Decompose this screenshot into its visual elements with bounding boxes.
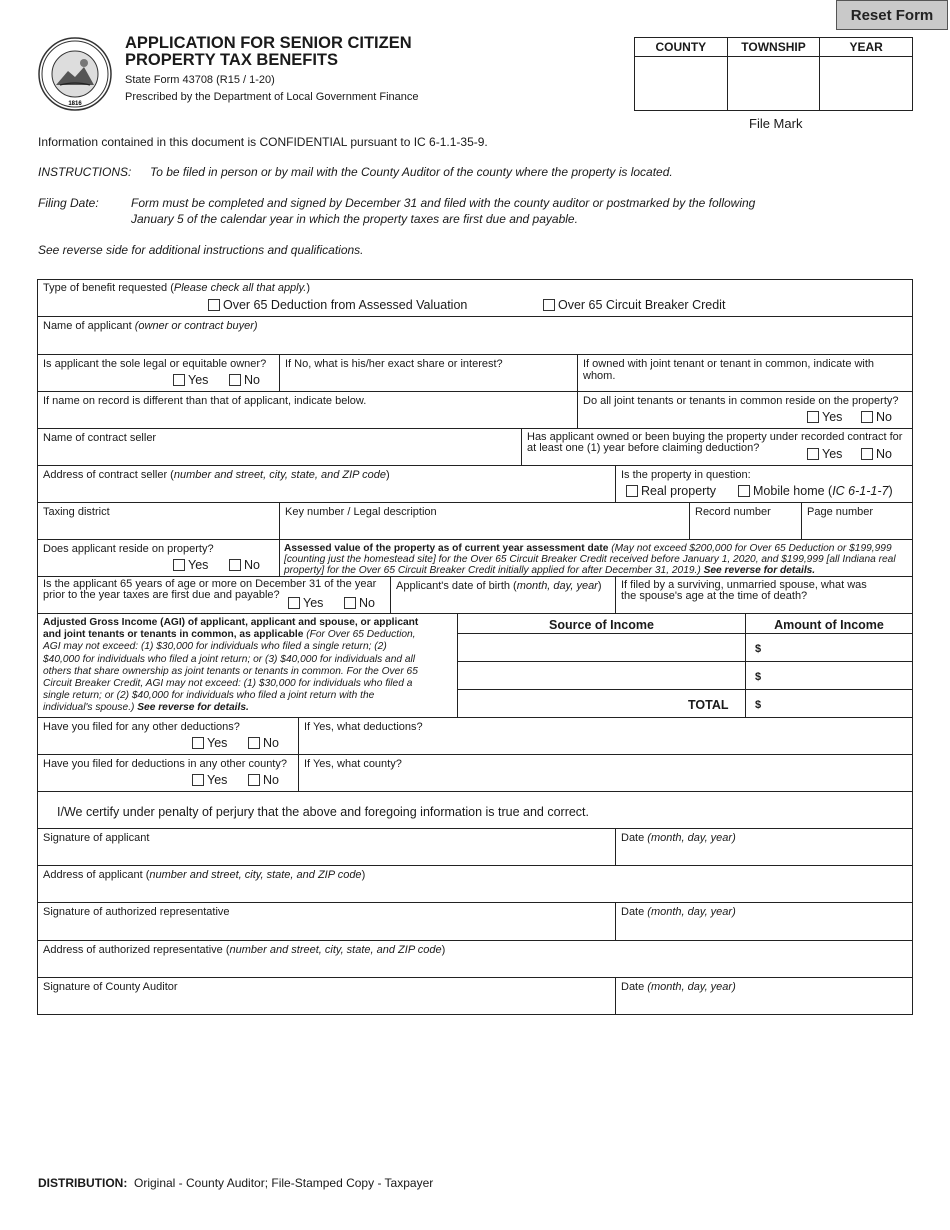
age65-no-checkbox[interactable]: No — [344, 596, 375, 610]
auditor-date-label: Date (month, day, year) — [621, 981, 736, 993]
real-property-checkbox[interactable]: Real property — [626, 484, 716, 498]
applicant-name-input[interactable] — [44, 334, 908, 354]
joint-tenant-input[interactable] — [584, 372, 910, 391]
filing-date-line1: Form must be completed and signed by December 31 and filed with the county auditor or postmarked by the following — [131, 196, 756, 210]
other-deductions-no-checkbox[interactable]: No — [248, 736, 279, 750]
applicant-date-input[interactable] — [622, 846, 910, 865]
amount-income-input-1[interactable] — [766, 638, 910, 660]
filing-date-label: Filing Date: — [38, 196, 99, 210]
form-title-line2: PROPERTY TAX BENEFITS — [125, 51, 339, 69]
mobile-home-checkbox[interactable]: Mobile home ( IC 6-1-1-7 ) — [738, 484, 893, 498]
form-number: State Form 43708 (R15 / 1-20) — [125, 74, 275, 86]
county-field[interactable] — [635, 57, 727, 110]
joint-tenant-label: If owned with joint tenant or tenant in common, indicate with whom. — [583, 358, 875, 382]
what-county-input[interactable] — [305, 772, 909, 791]
record-name-label: If name on record is different than that of applicant, indicate below. — [43, 395, 367, 407]
contract-seller-label: Name of contract seller — [43, 432, 157, 444]
reset-form-button[interactable]: Reset Form — [836, 0, 948, 30]
township-field[interactable] — [728, 57, 820, 110]
applicant-address-input[interactable] — [44, 883, 908, 902]
seller-address-label: Address of contract seller (number and street, city, state, and ZIP code) — [43, 469, 390, 481]
representative-date-input[interactable] — [622, 920, 910, 939]
instructions-text: To be filed in person or by mail with the County Auditor of the county where the property is located. — [150, 165, 673, 179]
year-label: YEAR — [820, 38, 912, 57]
representative-address-label: Address of authorized representative (number and street, city, state, and ZIP code) — [43, 944, 446, 956]
instructions-label: INSTRUCTIONS: — [38, 165, 132, 179]
dollar-sign-2: $ — [755, 671, 762, 683]
what-county-label: If Yes, what county? — [304, 758, 402, 770]
filing-date-line2: January 5 of the calendar year in which the property taxes are first due and payable. — [131, 212, 578, 226]
assessed-value-label: Assessed value of the property as of current year assessment date (May not exceed $200,000 for Over 65 Deduction or $199,999 [counting just the homestead site] for the Over 65 Circuit Breaker Credit received before January 1, 2020, and $199,999 [all Indiana real property] for the Over 65 Circuit Breaker Credit initially applied for after December 31, 2019.) See reverse for details. — [284, 543, 896, 576]
confidential-notice: Information contained in this document is CONFIDENTIAL pursuant to IC 6-1.1-35-9. — [38, 135, 488, 149]
reside-yes-checkbox[interactable]: Yes — [173, 558, 208, 572]
agi-label: Adjusted Gross Income (AGI) of applicant, applicant and spouse, or applicant and joint tenants or tenants in common, as applicable (For Over 65 Deduction, AGI may not exceed: (1) $30,000 for individuals who filed a single return; (2) $40,000 for individuals who filed a joint return; or (3) $40,000 for individuals and all others that share ownership as joint tenants or tenants in common. For the Over 65 Circuit Breaker Credit, AGI may not exceed: (1) $30,000 for individuals who filed a single return; or (2) $40,000 for individuals who filed a joint return with the individual's spouse.) See reverse for details. — [43, 617, 419, 714]
record-number-label: Record number — [695, 506, 771, 518]
what-deductions-input[interactable] — [305, 735, 909, 754]
sole-owner-no-checkbox[interactable]: No — [229, 373, 260, 387]
contract-seller-input[interactable] — [44, 446, 518, 465]
taxing-district-input[interactable] — [44, 520, 277, 539]
owned-one-year-label: Has applicant owned or been buying the property under recorded contract for at least one (1) year before claiming deduction? — [527, 431, 903, 454]
reside-property-label: Does applicant reside on property? — [43, 543, 214, 555]
page-number-input[interactable] — [808, 520, 910, 539]
representative-date-label: Date (month, day, year) — [621, 906, 736, 918]
reside-joint-label: Do all joint tenants or tenants in common reside on the property? — [583, 395, 899, 407]
over65-deduction-checkbox[interactable]: Over 65 Deduction from Assessed Valuation — [208, 298, 467, 312]
dollar-sign-total: $ — [755, 699, 762, 711]
distribution-note: DISTRIBUTION: Original - County Auditor; File-Stamped Copy - Taxpayer — [38, 1176, 434, 1190]
other-deductions-yes-checkbox[interactable]: Yes — [192, 736, 227, 750]
spouse-age-label: If filed by a surviving, unmarried spouse, what was the spouse's age at the time of death? — [621, 579, 867, 602]
auditor-signature-label: Signature of County Auditor — [43, 981, 178, 993]
dob-label: Applicant's date of birth (month, day, year) — [396, 580, 602, 592]
age65-label: Is the applicant 65 years of age or more on December 31 of the year prior to the year taxes are first due and payable? — [43, 578, 377, 601]
source-income-input-1[interactable] — [463, 638, 743, 660]
sole-owner-label: Is applicant the sole legal or equitable owner? — [43, 358, 267, 370]
representative-signature-label: Signature of authorized representative — [43, 906, 230, 918]
owned-one-year-no-checkbox[interactable]: No — [861, 447, 892, 461]
record-name-input[interactable] — [44, 409, 575, 428]
page-number-label: Page number — [807, 506, 874, 518]
share-interest-label: If No, what is his/her exact share or interest? — [285, 358, 503, 370]
prescribed-by: Prescribed by the Department of Local Government Finance — [125, 91, 419, 103]
property-question-label: Is the property in question: — [621, 469, 751, 481]
owned-one-year-yes-checkbox[interactable]: Yes — [807, 447, 842, 461]
representative-address-input[interactable] — [44, 958, 908, 977]
applicant-signature-input[interactable] — [44, 846, 613, 865]
other-county-label: Have you filed for deductions in any other county? — [43, 758, 287, 770]
other-county-no-checkbox[interactable]: No — [248, 773, 279, 787]
taxing-district-label: Taxing district — [43, 506, 110, 518]
checkbox-box[interactable] — [543, 299, 555, 311]
what-deductions-label: If Yes, what deductions? — [304, 721, 423, 733]
svg-text:1816: 1816 — [68, 101, 82, 107]
source-income-header: Source of Income — [549, 618, 654, 632]
reside-no-checkbox[interactable]: No — [229, 558, 260, 572]
reside-joint-no-checkbox[interactable]: No — [861, 410, 892, 424]
amount-income-input-2[interactable] — [766, 666, 910, 688]
seller-address-input[interactable] — [44, 483, 613, 502]
reverse-note: See reverse side for additional instructions and qualifications. — [38, 243, 364, 257]
year-field[interactable] — [820, 57, 912, 110]
township-label: TOWNSHIP — [728, 38, 820, 57]
other-deductions-label: Have you filed for any other deductions? — [43, 721, 240, 733]
applicant-address-label: Address of applicant (number and street, city, state, and ZIP code) — [43, 869, 366, 881]
age65-yes-checkbox[interactable]: Yes — [288, 596, 323, 610]
amount-income-header: Amount of Income — [774, 618, 884, 632]
benefit-type-label: Type of benefit requested (Please check all that apply.) — [43, 282, 311, 294]
dob-input[interactable] — [397, 594, 613, 613]
dollar-sign-1: $ — [755, 643, 762, 655]
applicant-name-label: Name of applicant (owner or contract buyer) — [43, 320, 258, 332]
auditor-signature-input[interactable] — [44, 995, 613, 1014]
over65-circuit-breaker-checkbox[interactable]: Over 65 Circuit Breaker Credit — [543, 298, 725, 312]
sole-owner-yes-checkbox[interactable]: Yes — [173, 373, 208, 387]
auditor-date-input[interactable] — [622, 995, 910, 1014]
checkbox-box[interactable] — [208, 299, 220, 311]
file-mark-label: File Mark — [749, 116, 803, 131]
share-interest-input[interactable] — [286, 372, 575, 391]
key-number-label: Key number / Legal description — [285, 506, 437, 518]
certification-statement: I/We certify under penalty of perjury that the above and foregoing information is true and correct. — [57, 805, 590, 819]
applicant-date-label: Date (month, day, year) — [621, 832, 736, 844]
amount-income-total[interactable] — [766, 694, 910, 716]
source-income-input-2[interactable] — [463, 666, 743, 688]
reside-joint-yes-checkbox[interactable]: Yes — [807, 410, 842, 424]
state-seal-icon — [38, 37, 112, 111]
other-county-yes-checkbox[interactable]: Yes — [192, 773, 227, 787]
county-township-year-box — [634, 37, 913, 111]
form-title-line1: APPLICATION FOR SENIOR CITIZEN — [125, 34, 412, 52]
key-number-input[interactable] — [286, 520, 687, 539]
application-form — [37, 279, 913, 1015]
record-number-input[interactable] — [696, 520, 799, 539]
county-label: COUNTY — [635, 38, 727, 57]
applicant-signature-label: Signature of applicant — [43, 832, 150, 844]
representative-signature-input[interactable] — [44, 920, 613, 939]
total-label: TOTAL — [688, 698, 729, 712]
